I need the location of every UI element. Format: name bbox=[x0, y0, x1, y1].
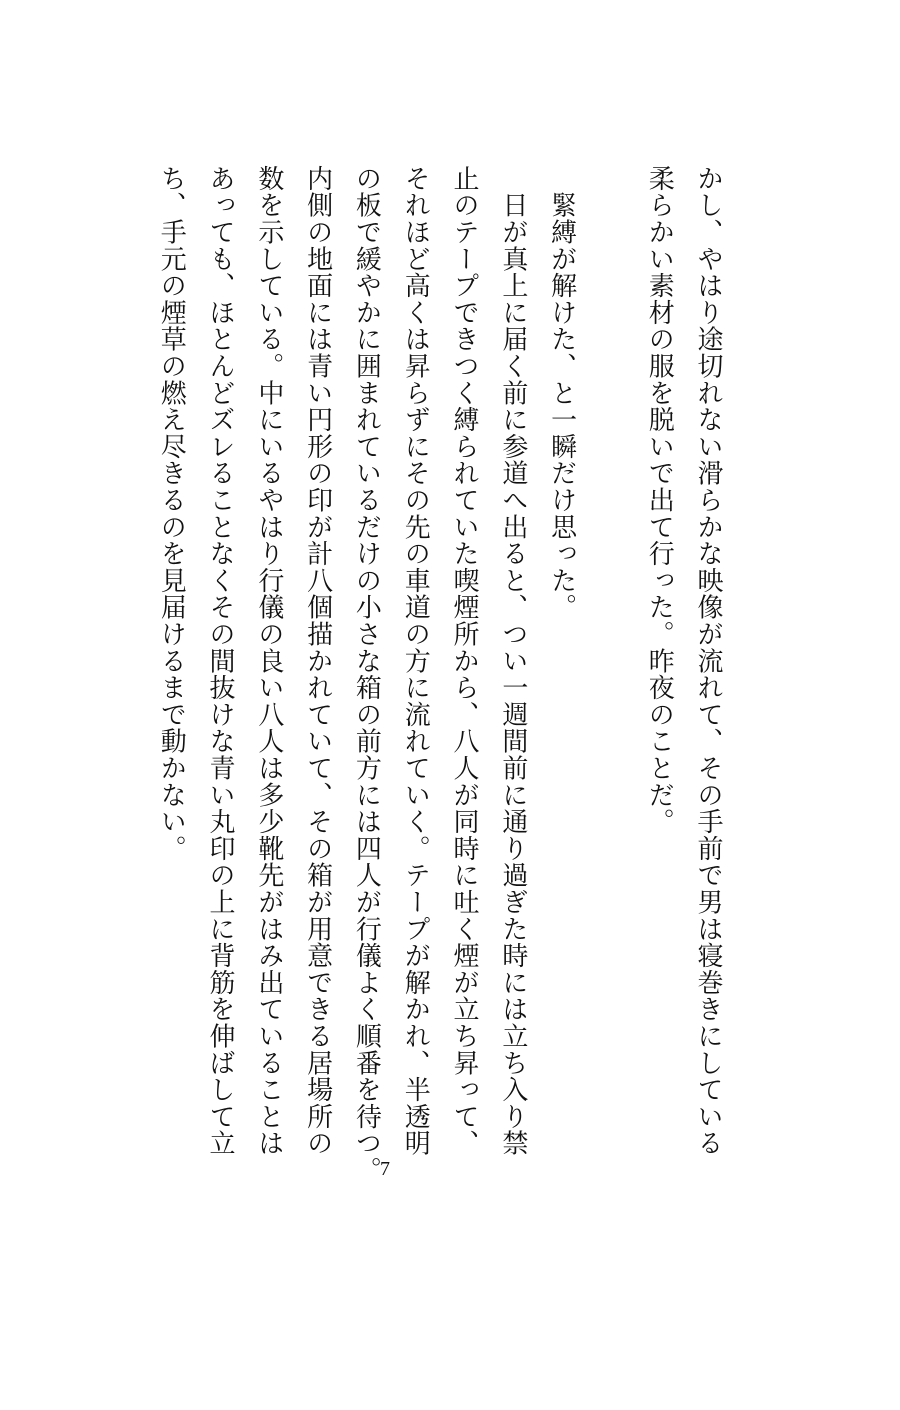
text-line: それほど高くは昇らずにその先の車道の方に流れていく。テープが解かれ、半透明 bbox=[400, 165, 431, 1157]
text-line: 柔らかい素材の服を脱いで出て行った。昨夜のことだ。 bbox=[644, 165, 675, 835]
vertical-text-body bbox=[146, 165, 732, 1184]
paragraph-break bbox=[586, 165, 635, 1145]
text-line: あっても、ほとんどズレることなくその間抜けな青い丸印の上に背筋を伸ばして立 bbox=[205, 165, 236, 1157]
text-line: 緊縛が解けた、と一瞬だけ思った。 bbox=[546, 165, 577, 621]
text-line: かし、やはり途切れない滑らかな映像が流れて、その手前で男は寝巻きにしている bbox=[693, 165, 723, 1157]
page-number: 7 bbox=[380, 1158, 390, 1180]
text-line: の板で緩やかに囲まれているだけの小さな箱の前方には四人が行儀よく順番を待つ。 bbox=[351, 165, 382, 1184]
text-line: ち、手元の煙草の燃え尽きるのを見届けるまで動かない。 bbox=[156, 165, 187, 862]
text-line: 日が真上に届く前に参道へ出ると、つい一週間前に通り過ぎた時には立ち入り禁 bbox=[497, 165, 528, 1157]
text-line: 数を示している。中にいるやはり行儀の良い八人は多少靴先がはみ出ていることは bbox=[253, 165, 284, 1157]
text-line: 止のテープできつく縛られていた喫煙所から、八人が同時に吐く煙が立ち昇って、 bbox=[449, 165, 480, 1157]
text-line: 内側の地面には青い円形の印が計八個描かれていて、その箱が用意できる居場所の bbox=[302, 165, 333, 1157]
